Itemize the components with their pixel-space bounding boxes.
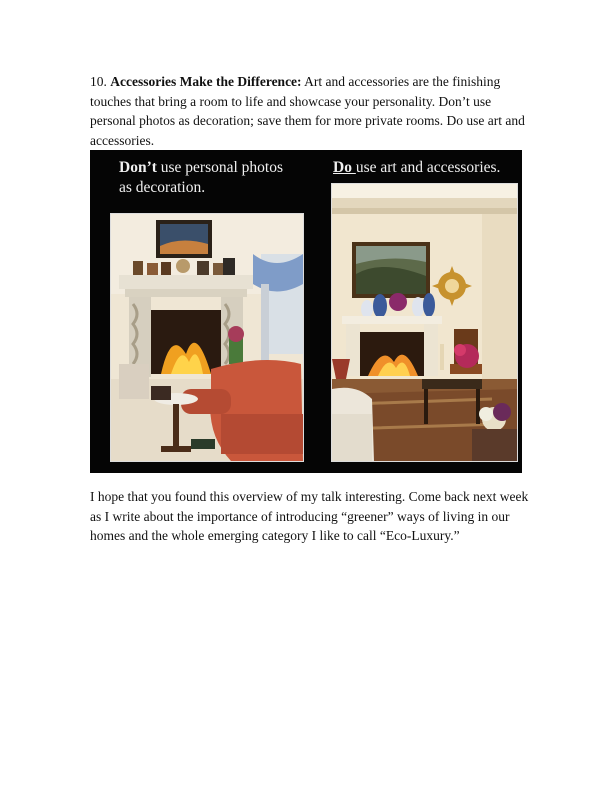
dont-caption-text: use personal photos as decoration. (119, 159, 284, 196)
do-caption-bold: Do (333, 159, 356, 176)
closing-paragraph: I hope that you found this overview of my talk interesting. Come back next week as I write about the importance of introducing “greener” ways of living in our homes and the whole emerging category I like to call “Eco-Luxury.” (90, 489, 529, 543)
paragraph-text: Art and accessories are the finishing touches that bring a room to life and showcase your personality. Don’t use personal photos as decoration; save them for more private rooms. Do use art and accessories. (90, 74, 525, 148)
do-caption (333, 158, 518, 178)
do-caption-text: use art and accessories. (355, 159, 501, 176)
art-accessories-room-image (331, 183, 518, 462)
dont-caption (119, 158, 299, 198)
section-heading: Accessories Make the Difference: (110, 74, 302, 89)
personal-photos-room-image (110, 213, 304, 462)
accessories-paragraph (90, 72, 530, 150)
dont-caption-bold: Don’t (119, 159, 157, 176)
comparison-panel (90, 150, 522, 473)
item-number: 10. (90, 74, 111, 89)
